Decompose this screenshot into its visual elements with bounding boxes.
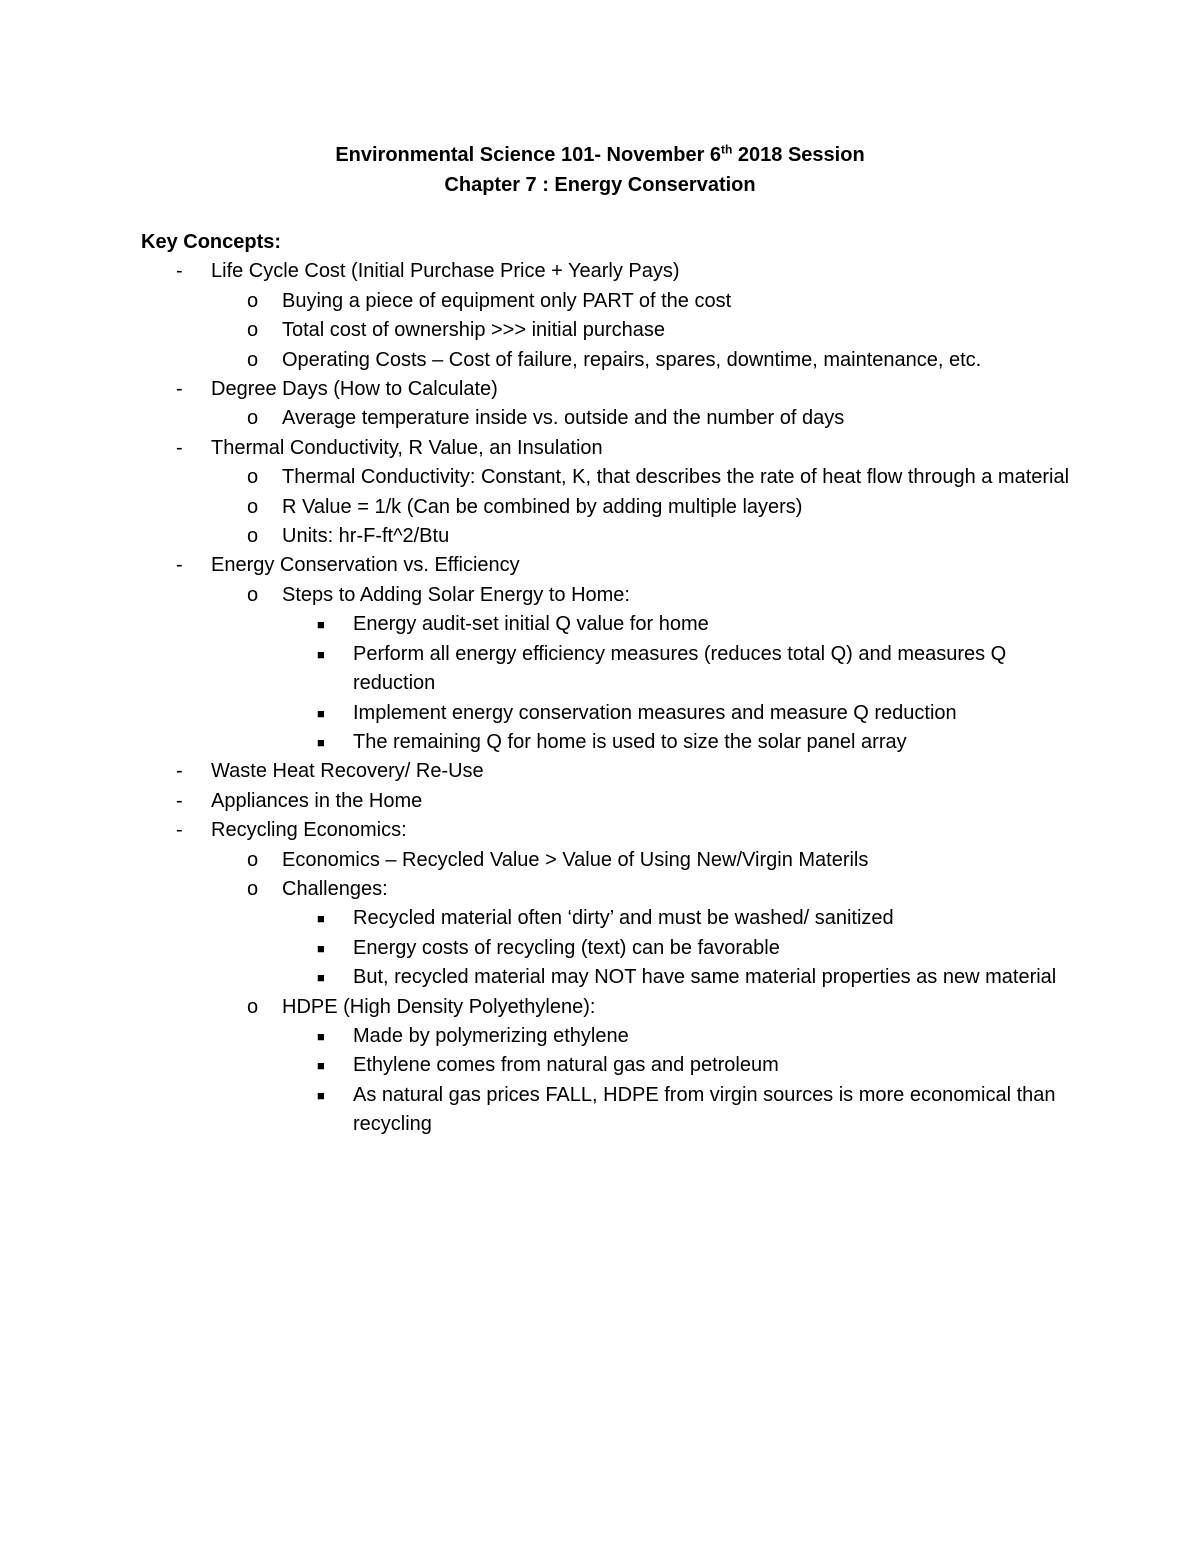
outline-item-text: Thermal Conductivity, R Value, an Insulation	[211, 436, 603, 459]
outline-item-level-3	[141, 1051, 1071, 1080]
outline-item-level-3	[141, 640, 1071, 699]
outline-item-text: Implement energy conservation measures and measure Q reduction	[353, 701, 957, 724]
square-bullet-icon: ■	[317, 646, 325, 662]
outline-item-level-1	[141, 375, 1071, 404]
outline-item-text: Economics – Recycled Value > Value of Using New/Virgin Materils	[282, 848, 869, 871]
outline-item-text: Recycling Economics:	[211, 819, 407, 842]
outline-item-text: R Value = 1/k (Can be combined by adding multiple layers)	[282, 495, 803, 518]
outline-item-level-1	[141, 257, 1071, 286]
outline-item-text: Buying a piece of equipment only PART of the cost	[282, 289, 732, 312]
concept-outline	[141, 257, 1071, 1139]
outline-item-level-3	[141, 1022, 1071, 1051]
square-bullet-icon: ■	[317, 970, 325, 986]
outline-item-level-1	[141, 434, 1071, 463]
outline-item-text: Average temperature inside vs. outside and the number of days	[282, 407, 845, 430]
outline-item-level-3	[141, 728, 1071, 757]
outline-item-level-3	[141, 610, 1071, 639]
circle-bullet-icon: o	[247, 525, 259, 548]
notes-body	[141, 228, 1071, 1140]
circle-bullet-icon: o	[247, 348, 259, 371]
title-line-1	[0, 140, 1200, 170]
outline-item-level-2	[141, 493, 1071, 522]
outline-item-level-1	[141, 551, 1071, 580]
dash-bullet-icon: -	[176, 819, 183, 842]
outline-item-level-2	[141, 404, 1071, 433]
outline-item-level-1	[141, 816, 1071, 845]
circle-bullet-icon: o	[247, 407, 259, 430]
outline-item-level-2	[141, 316, 1071, 345]
outline-item-level-2	[141, 287, 1071, 316]
outline-item-level-1	[141, 757, 1071, 786]
outline-item-text: Recycled material often ‘dirty’ and must be washed/ sanitized	[353, 907, 894, 930]
outline-item-text: Perform all energy efficiency measures (reduces total Q) and measures Q reduction	[353, 642, 1007, 695]
outline-item-text: Operating Costs – Cost of failure, repairs, spares, downtime, maintenance, etc.	[282, 348, 982, 371]
title-superscript: th	[721, 142, 733, 157]
outline-item-text: Thermal Conductivity: Constant, K, that describes the rate of heat flow through a material	[282, 466, 1070, 489]
dash-bullet-icon: -	[176, 378, 183, 401]
outline-item-text: Degree Days (How to Calculate)	[211, 378, 498, 401]
circle-bullet-icon: o	[247, 995, 259, 1018]
outline-item-level-3	[141, 1081, 1071, 1140]
dash-bullet-icon: -	[176, 789, 183, 812]
outline-item-level-2	[141, 875, 1071, 904]
outline-item-level-2	[141, 463, 1071, 492]
outline-item-level-2	[141, 846, 1071, 875]
outline-item-level-2	[141, 346, 1071, 375]
outline-item-level-3	[141, 904, 1071, 933]
outline-item-text: Life Cycle Cost (Initial Purchase Price + Yearly Pays)	[211, 260, 680, 283]
outline-item-text: Energy audit-set initial Q value for home	[353, 613, 709, 636]
dash-bullet-icon: -	[176, 554, 183, 577]
circle-bullet-icon: o	[247, 466, 259, 489]
outline-item-level-2	[141, 581, 1071, 610]
outline-item-level-2	[141, 522, 1071, 551]
outline-item-text: Energy costs of recycling (text) can be favorable	[353, 936, 780, 959]
square-bullet-icon: ■	[317, 734, 325, 750]
outline-item-level-3	[141, 934, 1071, 963]
square-bullet-icon: ■	[317, 705, 325, 721]
circle-bullet-icon: o	[247, 877, 259, 900]
outline-item-text: As natural gas prices FALL, HDPE from virgin sources is more economical than recycling	[353, 1083, 1056, 1136]
title-text: Environmental Science 101- November 6	[335, 144, 722, 166]
square-bullet-icon: ■	[317, 1058, 325, 1074]
circle-bullet-icon: o	[247, 289, 259, 312]
square-bullet-icon: ■	[317, 1087, 325, 1103]
dash-bullet-icon: -	[176, 260, 183, 283]
outline-item-text: HDPE (High Density Polyethylene):	[282, 995, 596, 1018]
square-bullet-icon: ■	[317, 1028, 325, 1044]
key-concepts-heading: Key Concepts:	[141, 231, 282, 253]
outline-item-level-3	[141, 699, 1071, 728]
outline-item-text: Steps to Adding Solar Energy to Home:	[282, 583, 630, 606]
circle-bullet-icon: o	[247, 583, 259, 606]
outline-item-text: But, recycled material may NOT have same material properties as new material	[353, 966, 1057, 989]
outline-item-text: Challenges:	[282, 877, 388, 900]
outline-item-text: Units: hr-F-ft^2/Btu	[282, 525, 450, 548]
dash-bullet-icon: -	[176, 760, 183, 783]
outline-item-level-1	[141, 787, 1071, 816]
dash-bullet-icon: -	[176, 436, 183, 459]
circle-bullet-icon: o	[247, 495, 259, 518]
outline-item-text: Total cost of ownership >>> initial purchase	[282, 319, 665, 342]
outline-item-text: Waste Heat Recovery/ Re-Use	[211, 760, 484, 783]
square-bullet-icon: ■	[317, 940, 325, 956]
square-bullet-icon: ■	[317, 617, 325, 633]
outline-item-text: Energy Conservation vs. Efficiency	[211, 554, 520, 577]
outline-item-text: Made by polymerizing ethylene	[353, 1024, 629, 1047]
outline-item-text: Ethylene comes from natural gas and petroleum	[353, 1054, 779, 1077]
circle-bullet-icon: o	[247, 319, 259, 342]
title-text-end: 2018 Session	[732, 144, 865, 166]
outline-item-level-3	[141, 963, 1071, 992]
outline-item-text: The remaining Q for home is used to size the solar panel array	[353, 730, 907, 753]
outline-item-level-2	[141, 993, 1071, 1022]
square-bullet-icon: ■	[317, 911, 325, 927]
circle-bullet-icon: o	[247, 848, 259, 871]
document-title	[0, 140, 1200, 200]
chapter-title: Chapter 7 : Energy Conservation	[444, 174, 756, 196]
outline-item-text: Appliances in the Home	[211, 789, 423, 812]
